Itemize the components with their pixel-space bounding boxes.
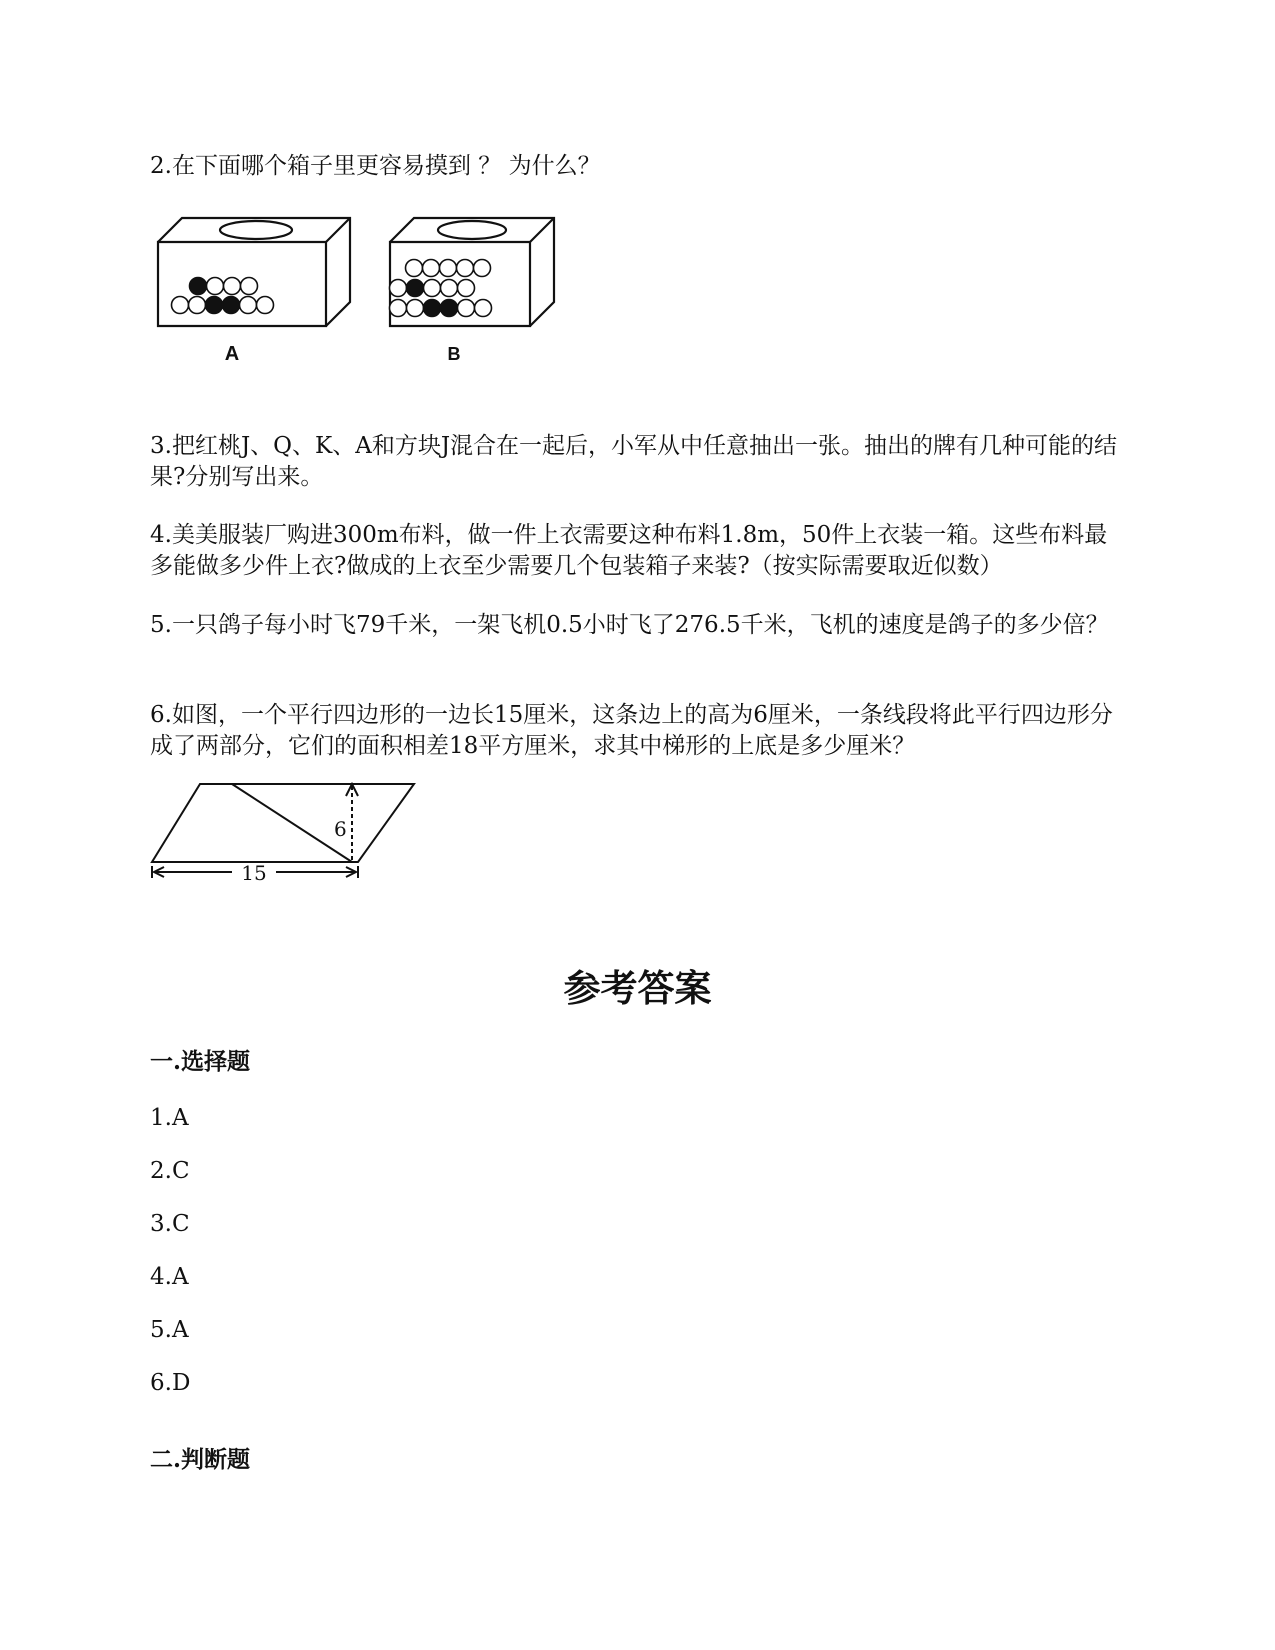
question-6: 6.如图，一个平行四边形的一边长15厘米，这条边上的高为6厘米，一条线段将此平行四边形分成了两部分，它们的面积相差18平方厘米，求其中梯形的上底是多少厘米？ xyxy=(150,702,1113,759)
parallelogram-outline xyxy=(152,784,414,862)
parallelogram-figure xyxy=(148,782,420,894)
answer-item: 5.A xyxy=(150,1317,189,1343)
section-2-title: 二.判断题 xyxy=(150,1446,251,1473)
height-label: 6 xyxy=(334,817,347,841)
question-5: 5.一只鸽子每小时飞79千米，一架飞机0.5小时飞了276.5千米，飞机的速度是鸽子的多少倍？ xyxy=(150,612,1109,638)
answer-item: 1.A xyxy=(150,1105,189,1131)
question-3: 3.把红桃J、Q、K、A和方块J混合在一起后，小军从中任意抽出一张。抽出的牌有几种可能的结果?分别写出来。 xyxy=(150,433,1118,490)
base-label: 15 xyxy=(241,861,267,885)
section-1-title: 一.选择题 xyxy=(150,1048,251,1075)
answer-item: 4.A xyxy=(150,1264,189,1290)
answers-title: 参考答案 xyxy=(563,966,712,1010)
question-4: 4.美美服装厂购进300m布料，做一件上衣需要这种布料1.8m，50件上衣装一箱。这些布料最多能做多少件上衣?做成的上衣至少需要几个包装箱子来装?（按实际需要取近似数） xyxy=(150,522,1108,579)
question-2: 2.在下面哪个箱子里更容易摸到 ？ 为什么？ xyxy=(150,153,601,179)
answer-item: 2.C xyxy=(150,1158,190,1184)
boxes-figure xyxy=(150,214,590,374)
box-a-label: A xyxy=(224,343,240,365)
box-a-balls xyxy=(172,278,274,314)
box-b-balls xyxy=(390,260,492,317)
answer-item: 3.C xyxy=(150,1211,190,1237)
box-b-label: B xyxy=(447,344,461,364)
answer-item: 6.D xyxy=(150,1370,191,1396)
